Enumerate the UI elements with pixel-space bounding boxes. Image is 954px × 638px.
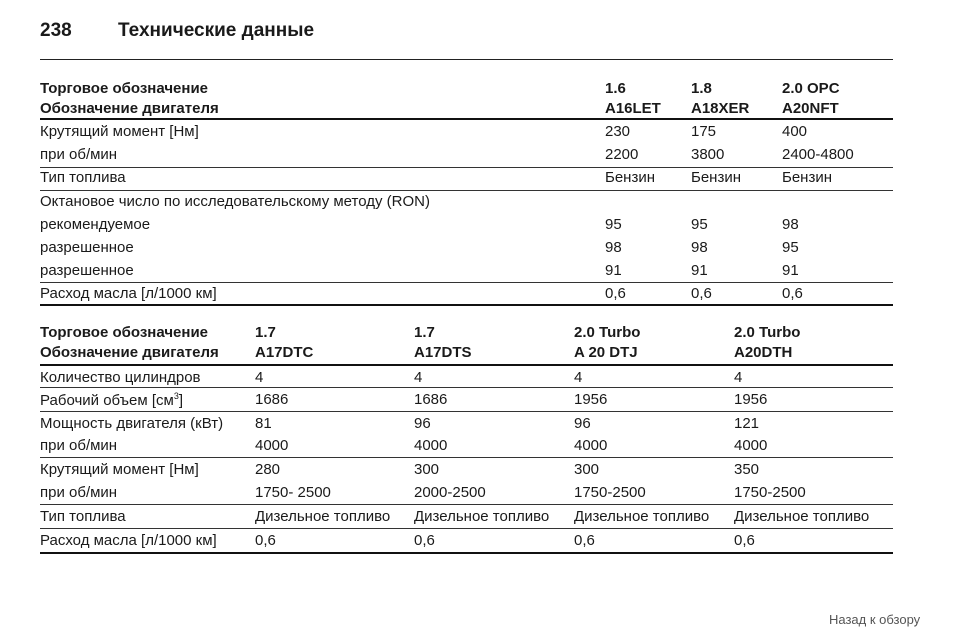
cell-value: 1686 [255, 391, 289, 408]
cell-value: 1750- 2500 [255, 484, 331, 501]
cell-value: Бензин [782, 169, 833, 186]
cell-value: 91 [605, 262, 622, 279]
table-row [40, 391, 893, 413]
table2-col4-trade: 2.0 Turbo [734, 324, 801, 341]
cell-value: 1750-2500 [734, 484, 806, 501]
petrol-engine-table [40, 78, 893, 120]
row-divider [40, 190, 893, 191]
table2-col4-engine: A20DTH [734, 344, 793, 361]
cell-value: 4 [574, 369, 583, 386]
back-to-overview-link[interactable]: Назад к обзору [829, 612, 921, 627]
table2-col2-engine: A17DTS [414, 344, 472, 361]
table-row [40, 262, 893, 284]
cell-value: 4 [255, 369, 264, 386]
table-row [40, 532, 893, 554]
cell-value: 400 [782, 123, 808, 140]
row-label: Крутящий момент [Нм] [40, 461, 199, 478]
cell-value: Дизельное топливо [734, 508, 870, 525]
row-label: рекомендуемое [40, 216, 151, 233]
cell-value: 0,6 [574, 532, 595, 549]
cell-value: 91 [691, 262, 708, 279]
cell-value: 175 [691, 123, 717, 140]
table-row [40, 193, 893, 215]
table1-trade-label: Торговое обозначение [40, 80, 209, 97]
diesel-engine-table [40, 322, 893, 364]
table1-col1-trade: 1.6 [605, 80, 626, 97]
cell-value: 0,6 [782, 285, 803, 302]
cell-value: 300 [574, 461, 600, 478]
row-label: Расход масла [л/1000 км] [40, 532, 217, 549]
cell-value: 0,6 [734, 532, 755, 549]
cell-value: 230 [605, 123, 631, 140]
table-row [40, 415, 893, 437]
cell-value: 95 [605, 216, 622, 233]
cell-value: 98 [782, 216, 799, 233]
page-title: Технические данные [118, 20, 315, 41]
table1-header [40, 78, 893, 120]
table2-col2-trade: 1.7 [414, 324, 435, 341]
row-label: разрешенное [40, 262, 134, 279]
row-label: при об/мин [40, 146, 118, 163]
row-divider [40, 387, 893, 388]
table2-bottom-rule [40, 552, 893, 554]
cell-value: Бензин [605, 169, 656, 186]
table-row [40, 461, 893, 483]
cell-value: 98 [691, 239, 708, 256]
row-label: Тип топлива [40, 169, 126, 186]
cell-value: 3800 [691, 146, 725, 163]
row-label: при об/мин [40, 484, 118, 501]
table-row [40, 216, 893, 238]
cell-value: 96 [414, 415, 431, 432]
cell-value: 2000-2500 [414, 484, 486, 501]
table-row [40, 146, 893, 168]
row-label: Тип топлива [40, 508, 126, 525]
table-row [40, 239, 893, 261]
page-number: 238 [40, 20, 72, 41]
cell-value: 300 [414, 461, 440, 478]
cell-value: 0,6 [605, 285, 626, 302]
row-divider [40, 457, 893, 458]
row-label: разрешенное [40, 239, 134, 256]
table1-col1-engine: A16LET [605, 100, 661, 117]
cell-value: 0,6 [255, 532, 276, 549]
cell-value: 95 [782, 239, 799, 256]
table2-col1-engine: A17DTC [255, 344, 314, 361]
table1-col2-trade: 1.8 [691, 80, 712, 97]
cell-value: 1750-2500 [574, 484, 646, 501]
cell-value: 96 [574, 415, 591, 432]
cell-value: 0,6 [691, 285, 712, 302]
table1-col3-engine: A20NFT [782, 100, 839, 117]
cell-value: 2200 [605, 146, 639, 163]
cell-value: 98 [605, 239, 622, 256]
table-row [40, 437, 893, 459]
table-row [40, 508, 893, 530]
table-row [40, 484, 893, 506]
cell-value: 121 [734, 415, 760, 432]
table-row [40, 169, 893, 191]
table2-engine-label: Обозначение двигателя [40, 344, 219, 361]
row-divider [40, 504, 893, 505]
table2-col1-trade: 1.7 [255, 324, 276, 341]
cell-value: 81 [255, 415, 272, 432]
row-label: Крутящий момент [Нм] [40, 123, 199, 140]
table2-col3-trade: 2.0 Turbo [574, 324, 641, 341]
table1-header-rule [40, 118, 893, 120]
cell-value: 1956 [734, 391, 768, 408]
table2-header-rule [40, 364, 893, 366]
row-divider [40, 411, 893, 412]
cell-value: 4000 [255, 437, 289, 454]
row-label: при об/мин [40, 437, 118, 454]
cell-value: 350 [734, 461, 760, 478]
cell-value: 280 [255, 461, 281, 478]
table1-engine-label: Обозначение двигателя [40, 100, 219, 117]
row-label: Рабочий объем $[см^3]$ [40, 391, 183, 409]
cell-value: 4 [734, 369, 743, 386]
cell-value: 4000 [574, 437, 608, 454]
table1-col3-trade: 2.0 OPC [782, 80, 840, 97]
cell-value: 4000 [734, 437, 768, 454]
row-label: Октановое число по исследовательскому методу (RON) [40, 193, 430, 210]
row-divider [40, 167, 893, 168]
row-label: Расход масла [л/1000 км] [40, 285, 217, 302]
cell-value: 4 [414, 369, 423, 386]
cell-value: 0,6 [414, 532, 435, 549]
cell-value: 91 [782, 262, 799, 279]
cell-value: Бензин [691, 169, 742, 186]
row-divider [40, 528, 893, 529]
table-row [40, 123, 893, 145]
cell-value: 4000 [414, 437, 448, 454]
cell-value: 1686 [414, 391, 448, 408]
cell-value: 2400-4800 [782, 146, 854, 163]
table2-trade-label: Торговое обозначение [40, 324, 209, 341]
table1-col2-engine: A18XER [691, 100, 750, 117]
row-divider [40, 282, 893, 283]
row-label: Количество цилиндров [40, 369, 201, 386]
table1-bottom-rule [40, 304, 893, 306]
header-divider [40, 59, 893, 60]
cell-value: 95 [691, 216, 708, 233]
cell-value: 1956 [574, 391, 608, 408]
cell-value: Дизельное топливо [574, 508, 710, 525]
table2-col3-engine: A 20 DTJ [574, 344, 638, 361]
table2-header [40, 322, 893, 364]
cell-value: Дизельное топливо [414, 508, 550, 525]
cell-value: Дизельное топливо [255, 508, 391, 525]
row-label: Мощность двигателя (кВт) [40, 415, 224, 432]
